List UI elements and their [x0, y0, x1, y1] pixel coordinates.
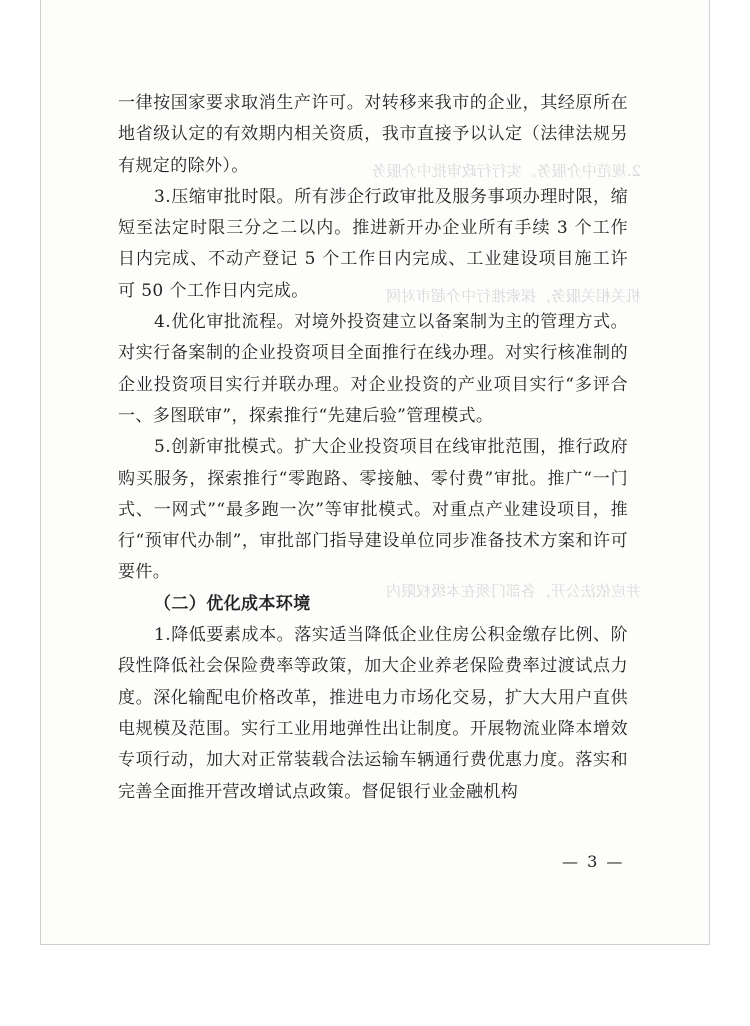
paragraph: 4.优化审批流程。对境外投资建立以备案制为主的管理方式。对实行备案制的企业投资项目全面推行在线办理。对实行核准制的企业投资项目实行并联办理。对企业投资的产业项目实行“多评合一、多图联审”，探索推行“先建后验”管理模式。: [118, 312, 628, 426]
paragraph: 一律按国家要求取消生产许可。对转移来我市的企业，其经原所在地省级认定的有效期内相关资质，我市直接予以认定（法律法规另有规定的除外）。: [118, 93, 628, 176]
document-body: [118, 88, 628, 808]
page-number: — 3 —: [562, 852, 625, 871]
section-heading: （二）优化成本环境: [154, 593, 311, 614]
paragraph: 3.压缩审批时限。所有涉企行政审批及服务事项办理时限，缩短至法定时限三分之二以内。推进新开办企业所有手续 3 个工作日内完成、不动产登记 5 个工作日内完成、工业建设项目施工许可 50 个工作日内完成。: [118, 186, 628, 301]
show-through-text: 并应依法公开，各部门须在本级权限内: [385, 582, 641, 600]
show-through-text: 机关相关服务，探索推行中介超市对网: [385, 287, 641, 305]
paragraph: 1.降低要素成本。落实适当降低企业住房公积金缴存比例、阶段性降低社会保险费率等政策，加大企业养老保险费率过渡试点力度。深化输配电价格改革，推进电力市场化交易，扩大大用户直供电规模及范围。实行工业用地弹性出让制度。开展物流业降本增效专项行动，加大对正常装载合法运输车辆通行费优惠力度。落实和完善全面推开营改增试点政策。督促银行业金融机构: [118, 625, 628, 802]
paragraph: 5.创新审批模式。扩大企业投资项目在线审批范围，推行政府购买服务，探索推行“零跑路、零接触、零付费”审批。推广“一门式、一网式”“最多跑一次”等审批模式。对重点产业建设项目，推行“预审代办制”，审批部门指导建设单位同步准备技术方案和许可要件。: [118, 437, 628, 583]
show-through-text: 2.规范中介服务。实行行政审批中介服务: [371, 162, 641, 180]
